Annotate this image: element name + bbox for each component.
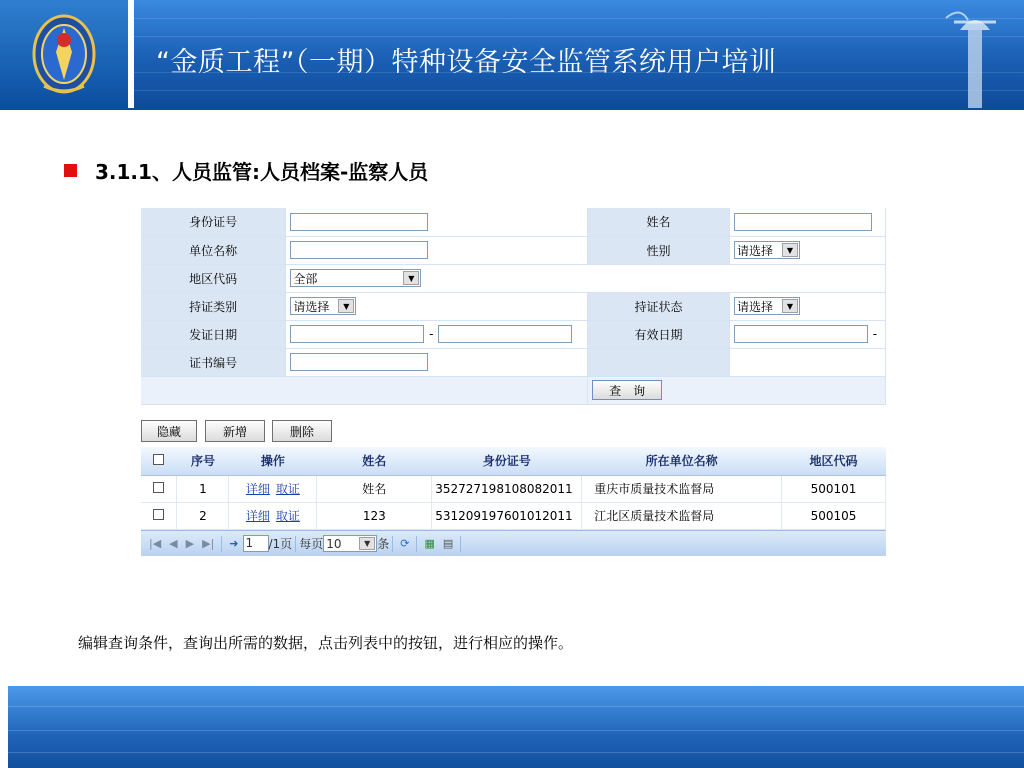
region-code-select[interactable]: 全部 ▼ [290, 269, 421, 287]
cert-type-select[interactable]: 请选择 ▼ [290, 297, 356, 315]
export-excel-icon[interactable]: ▦ [424, 537, 435, 550]
gender-label: 性别 [588, 236, 730, 264]
cert-status-select[interactable]: 请选择 ▼ [734, 297, 800, 315]
row-name: 姓名 [317, 475, 432, 502]
valid-date-from-input[interactable] [734, 325, 868, 343]
region-code-label: 地区代码 [141, 264, 286, 292]
certify-link[interactable]: 取证 [275, 482, 300, 496]
inspector-records-app [141, 208, 886, 558]
footer-band [8, 686, 1024, 768]
action-toolbar [141, 420, 886, 442]
id-number-label: 身份证号 [141, 208, 286, 236]
page-number-input[interactable]: 1 [243, 535, 269, 552]
row-checkbox[interactable] [153, 482, 164, 493]
certify-link[interactable]: 取证 [275, 509, 300, 523]
slide-header [0, 0, 1024, 108]
select-all-checkbox[interactable] [153, 454, 164, 465]
go-arrow-icon[interactable]: ➜ [229, 537, 239, 550]
pagination-bar [141, 530, 886, 556]
name-input[interactable] [734, 213, 872, 231]
column-header[interactable]: 操作 [229, 447, 317, 475]
per-page-label: 每页 [299, 537, 324, 551]
table-row [141, 475, 886, 502]
results-table [141, 447, 886, 530]
unit-name-label: 单位名称 [141, 236, 286, 264]
instruction-text: 编辑查询条件，查询出所需的数据，点击列表中的按钮，进行相应的操作。 [78, 634, 574, 652]
row-id-number: 352727198108082011 [432, 475, 582, 502]
section-heading [64, 156, 428, 185]
row-number: 1 [177, 475, 229, 502]
row-number: 2 [177, 502, 229, 529]
issue-date-to-input[interactable] [438, 325, 572, 343]
search-form [141, 208, 886, 405]
detail-link[interactable]: 详细 [245, 509, 270, 523]
prev-page-icon[interactable]: ◀ [169, 537, 178, 550]
valid-date-label: 有效日期 [588, 320, 730, 348]
row-unit-name: 江北区质量技术监督局 [582, 502, 782, 529]
column-header[interactable]: 地区代码 [782, 447, 886, 475]
first-page-icon[interactable]: |◀ [149, 537, 162, 550]
last-page-icon[interactable]: ▶| [202, 537, 215, 550]
column-header[interactable]: 姓名 [317, 447, 432, 475]
add-button[interactable]: 新增 [205, 420, 265, 442]
header-underline [0, 108, 1024, 110]
cert-type-label: 持证类别 [141, 292, 286, 320]
table-header-row [141, 447, 886, 475]
square-bullet-icon [64, 164, 77, 177]
dropdown-arrow-icon: ▼ [782, 299, 798, 313]
column-header[interactable]: 序号 [177, 447, 229, 475]
logo-panel [0, 0, 128, 108]
title-band [134, 0, 1024, 108]
cert-number-input[interactable] [290, 353, 428, 371]
range-dash: - [872, 326, 878, 341]
per-page-suffix: 条 [377, 537, 390, 551]
row-unit-name: 重庆市质量技术监督局 [582, 475, 782, 502]
delete-button[interactable]: 删除 [272, 420, 332, 442]
cert-number-label: 证书编号 [141, 348, 286, 376]
slide-title: “金质工程”（一期）特种设备安全监管系统用户培训 [156, 47, 777, 78]
per-page-select[interactable]: 10 ▼ [323, 535, 377, 552]
dropdown-arrow-icon: ▼ [403, 271, 419, 285]
huabiao-column-icon [940, 0, 1010, 108]
hide-button[interactable]: 隐藏 [141, 420, 197, 442]
issue-date-label: 发证日期 [141, 320, 286, 348]
name-label: 姓名 [588, 208, 730, 236]
unit-name-input[interactable] [290, 241, 428, 259]
dropdown-arrow-icon: ▼ [338, 299, 354, 313]
row-region-code: 500105 [782, 502, 886, 529]
dropdown-arrow-icon: ▼ [359, 537, 375, 550]
export-doc-icon[interactable]: ▤ [442, 537, 454, 550]
table-row [141, 502, 886, 529]
section-title-text: 3.1.1、人员监管:人员档案-监察人员 [95, 160, 429, 184]
detail-link[interactable]: 详细 [245, 482, 270, 496]
next-page-icon[interactable]: ▶ [185, 537, 195, 550]
query-button[interactable]: 查 询 [592, 380, 662, 400]
gender-select[interactable]: 请选择 ▼ [734, 241, 800, 259]
range-dash: - [429, 326, 434, 341]
column-header[interactable]: 身份证号 [432, 447, 582, 475]
issue-date-from-input[interactable] [290, 325, 424, 343]
row-name: 123 [317, 502, 432, 529]
row-id-number: 531209197601012011 [432, 502, 582, 529]
emblem-icon [0, 0, 128, 108]
page-total: /1页 [268, 537, 293, 551]
row-checkbox[interactable] [153, 509, 164, 520]
column-header[interactable]: 所在单位名称 [582, 447, 782, 475]
dropdown-arrow-icon: ▼ [782, 243, 798, 257]
row-region-code: 500101 [782, 475, 886, 502]
cert-status-label: 持证状态 [588, 292, 730, 320]
refresh-icon[interactable]: ⟳ [400, 537, 410, 550]
id-number-input[interactable] [290, 213, 428, 231]
